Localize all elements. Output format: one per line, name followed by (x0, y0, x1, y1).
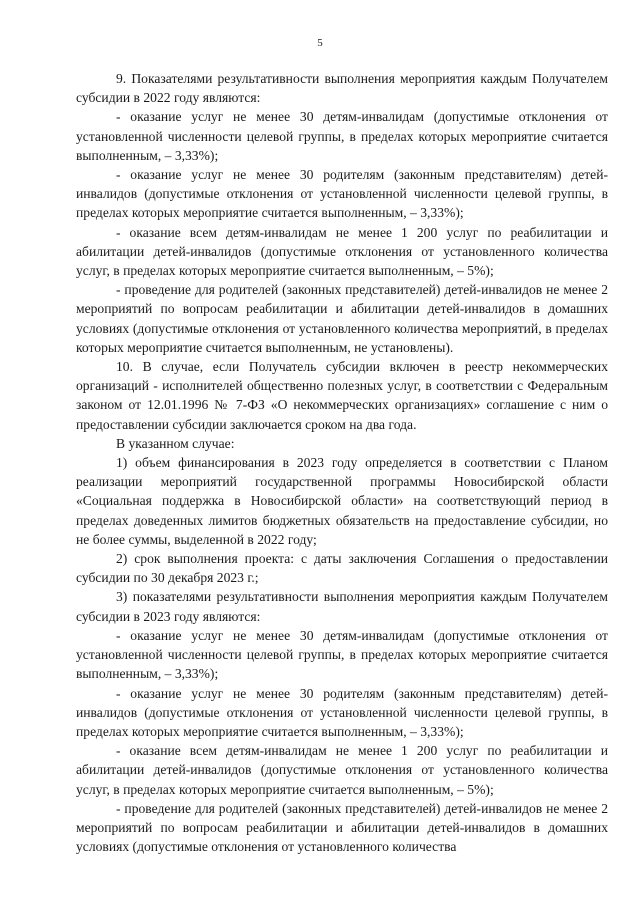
list-item-children-services-2023: - оказание услуг не менее 30 детям-инвалидам (допустимые отклонения от установленной численности целевой группы, в пределах которых мероприятие считается выполненным, – 3,33%); (76, 627, 608, 682)
list-item-parent-events: - проведение для родителей (законных представителей) детей-инвалидов не менее 2 мероприятий по вопросам реабилитации и абилитации детей-инвалидов в домашних условиях (допустимые отклонения от установленного количества мероприятий, в пределах которых мероприятие считается выполненным, не установлены). (76, 282, 608, 355)
paragraph-9-intro: 9. Показателями результативности выполнения мероприятия каждым Получателем субсидии в 2022 году являются: (76, 71, 608, 106)
list-item-parents-services-2023: - оказание услуг не менее 30 родителям (законным представителям) детей-инвалидов (допустимые отклонения от установленной численности целевой группы, в пределах которых мероприятие считается выполненным, – 3,33%); (76, 685, 608, 739)
list-item-parent-events-2023: - проведение для родителей (законных представителей) детей-инвалидов не менее 2 мероприятий по вопросам реабилитации и абилитации детей-инвалидов в домашних условиях (допустимые отклонения от установленного количества (76, 800, 608, 855)
subitem-3-indicators: 3) показателями результативности выполнения мероприятия каждым Получателем субсидии в 2023 году являются: (76, 589, 608, 624)
subitem-1-financing: 1) объем финансирования в 2023 году определяется в соответствии с Планом реализации мероприятий государственной программы Новосибирской области «Социальная поддержка в Новосибирской области» на соответствующий период в пределах доведенных лимитов бюджетных обязательств на предоставление субсидии, но не более суммы, выделенной в 2022 году; (76, 455, 608, 547)
list-item-children-services: - оказание услуг не менее 30 детям-инвалидам (допустимые отклонения от установленной численности целевой группы, в пределах которых мероприятие считается выполненным, – 3,33%); (76, 109, 608, 163)
paragraph-10: 10. В случае, если Получатель субсидии включен в реестр некоммерческих организаций - исполнителей общественно полезных услуг, в соответствии с Федеральным законом от 12.01.1996 № 7-ФЗ «О некоммерческих организациях» соглашение с ним о предоставлении субсидии заключается сроком на два года. (76, 359, 608, 432)
paragraph-in-this-case: В указанном случае: (116, 435, 235, 451)
list-item-rehabilitation-services: - оказание всем детям-инвалидам не менее 1 200 услуг по реабилитации и абилитации детей-инвалидов (допустимые отклонения от установленного количества услуг, в пределах которых мероприятие считается выполненным, – 5%); (76, 224, 608, 279)
list-item-parents-services: - оказание услуг не менее 30 родителям (законным представителям) детей-инвалидов (допустимые отклонения от установленной численности целевой группы, в пределах которых мероприятие считается выполненным, – 3,33%); (76, 167, 608, 221)
subitem-2-term: 2) срок выполнения проекта: с даты заключения Соглашения о предоставлении субсидии по 30 декабря 2023 г.; (76, 551, 608, 586)
page-number: 5 (317, 37, 323, 49)
list-item-rehabilitation-services-2023: - оказание всем детям-инвалидам не менее 1 200 услуг по реабилитации и абилитации детей-инвалидов (допустимые отклонения от установленного количества услуг, в пределах которых мероприятие считается выполненным, – 5%); (76, 743, 608, 797)
document-body (76, 69, 608, 856)
